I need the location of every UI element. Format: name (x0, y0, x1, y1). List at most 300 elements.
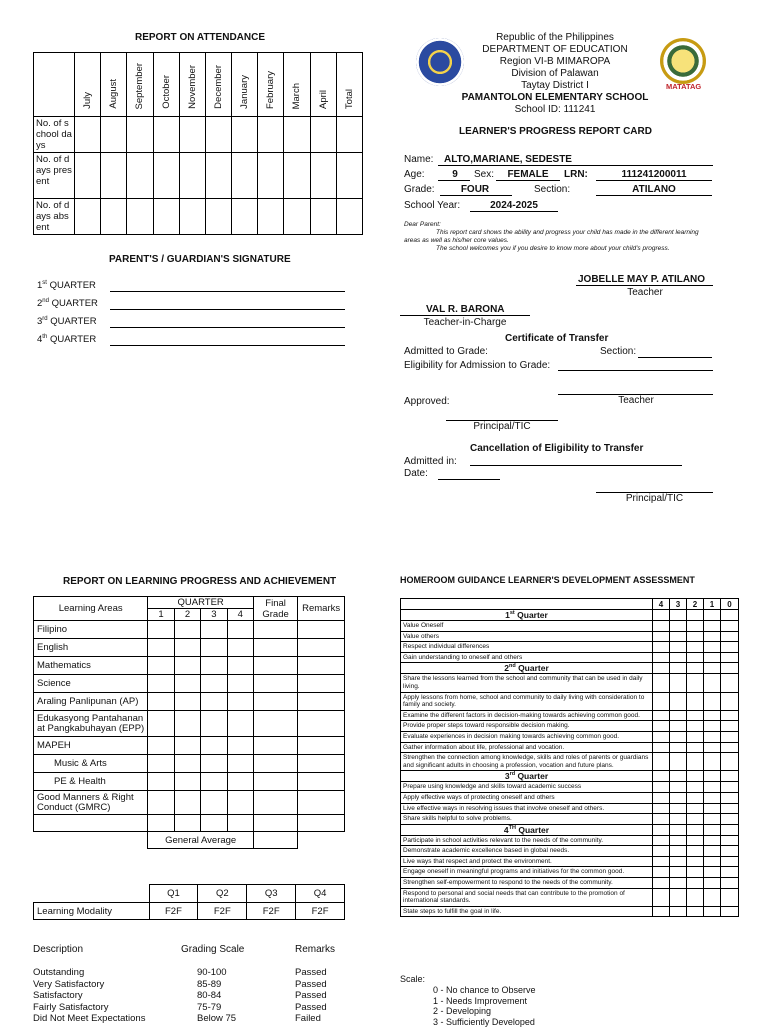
rating-cell[interactable] (704, 835, 721, 846)
grade-cell[interactable] (174, 773, 200, 791)
rating-cell[interactable] (687, 906, 704, 917)
rating-cell[interactable] (687, 721, 704, 732)
rating-cell[interactable] (704, 674, 721, 692)
rating-cell[interactable] (687, 867, 704, 878)
competency-row (401, 792, 739, 803)
subject-row (34, 711, 345, 737)
attendance-cell[interactable] (258, 199, 284, 235)
attendance-cell[interactable] (101, 199, 127, 235)
grading-description: Outstanding (33, 967, 85, 978)
rating-cell[interactable] (687, 674, 704, 692)
rating-cell[interactable] (670, 835, 687, 846)
rating-cell[interactable] (704, 906, 721, 917)
subject-row (34, 657, 345, 675)
scale-cell (670, 663, 687, 674)
rating-cell[interactable] (721, 621, 739, 632)
tic-name: VAL R. BARONA (426, 304, 505, 315)
rating-cell[interactable] (670, 888, 687, 906)
rating-cell[interactable] (670, 782, 687, 793)
month-label: September (134, 62, 146, 109)
rating-cell[interactable] (721, 692, 739, 710)
rating-cell[interactable] (670, 621, 687, 632)
rating-cell[interactable] (670, 721, 687, 732)
grade-cell[interactable] (253, 657, 297, 675)
quarter-num-head: 3 (201, 609, 227, 621)
grade-cell[interactable] (174, 711, 200, 737)
transfer-teacher-label: Teacher (618, 395, 654, 406)
rating-cell[interactable] (687, 642, 704, 653)
rating-cell[interactable] (687, 835, 704, 846)
grade-cell[interactable] (148, 639, 174, 657)
grade-cell[interactable] (298, 755, 345, 773)
grade-cell[interactable] (201, 693, 227, 711)
rating-cell[interactable] (721, 856, 739, 867)
competency-row (401, 692, 739, 710)
grade-cell[interactable] (227, 737, 253, 755)
attendance-cell[interactable] (232, 199, 258, 235)
rating-cell[interactable] (670, 692, 687, 710)
scale-cell (704, 824, 721, 835)
homeroom-table (400, 598, 739, 917)
modality-quarter-head: Q2 (198, 885, 247, 903)
rating-cell[interactable] (687, 692, 704, 710)
rating-cell[interactable] (704, 803, 721, 814)
progress-header-row (34, 597, 345, 609)
grade-cell[interactable] (298, 711, 345, 737)
grade-cell[interactable] (253, 737, 297, 755)
attendance-cell[interactable] (153, 199, 179, 235)
competency-row (401, 856, 739, 867)
header-line2: DEPARTMENT OF EDUCATION (482, 44, 628, 55)
scale-head: 2 (687, 599, 704, 610)
rating-cell[interactable] (687, 753, 704, 771)
subject-name: PE & Health (34, 773, 148, 791)
grade-cell[interactable] (253, 755, 297, 773)
competency-text: Examine the different factors in decision-making towards achieving common good. (401, 710, 653, 721)
rating-cell[interactable] (704, 878, 721, 889)
rating-cell[interactable] (687, 621, 704, 632)
attendance-month-head (258, 53, 284, 117)
homeroom-header-row (401, 599, 739, 610)
attendance-cell[interactable] (336, 199, 362, 235)
rating-cell[interactable] (653, 792, 670, 803)
competency-text: Evaluate experiences in decision making towards achieving common good. (401, 731, 653, 742)
school-year: 2024-2025 (490, 200, 538, 211)
attendance-cell[interactable] (232, 117, 258, 153)
rating-cell[interactable] (687, 731, 704, 742)
progress-title: REPORT ON LEARNING PROGRESS AND ACHIEVEMENT (63, 576, 337, 587)
subject-row (34, 737, 345, 755)
rating-cell[interactable] (687, 631, 704, 642)
scale-head: 4 (653, 599, 670, 610)
grade-cell[interactable] (201, 773, 227, 791)
rating-cell[interactable] (653, 631, 670, 642)
scale-head: 3 (670, 599, 687, 610)
scale-cell (704, 610, 721, 621)
rating-cell[interactable] (653, 753, 670, 771)
attendance-cell[interactable] (75, 117, 101, 153)
grading-range: 80-84 (197, 990, 222, 1001)
grade-cell[interactable] (174, 639, 200, 657)
rating-cell[interactable] (687, 846, 704, 857)
grade-cell[interactable] (201, 815, 227, 832)
month-label: April (317, 89, 329, 109)
rating-cell[interactable] (704, 846, 721, 857)
grade-cell[interactable] (174, 815, 200, 832)
grade-cell[interactable] (148, 711, 174, 737)
grading-range: 85-89 (197, 978, 222, 990)
letter-p1: This report card shows the ability and progress your child has made in the different learning areas as well as his/her core values. (404, 229, 699, 244)
subject-row (34, 675, 345, 693)
signature-line[interactable] (110, 345, 345, 346)
rating-cell[interactable] (653, 835, 670, 846)
rating-cell[interactable] (653, 731, 670, 742)
rating-cell[interactable] (704, 753, 721, 771)
attendance-cell[interactable] (179, 117, 205, 153)
sex-label: Sex: (474, 169, 495, 180)
grade-cell[interactable] (148, 693, 174, 711)
rating-cell[interactable] (704, 631, 721, 642)
rating-cell[interactable] (670, 803, 687, 814)
competency-text: Gain understanding to oneself and others (401, 652, 653, 663)
attendance-cell[interactable] (101, 153, 127, 199)
rating-cell[interactable] (653, 846, 670, 857)
subject-name: MAPEH (34, 737, 148, 755)
grade-cell[interactable] (298, 639, 345, 657)
grade-cell[interactable] (298, 773, 345, 791)
rating-cell[interactable] (687, 652, 704, 663)
grade-cell[interactable] (298, 737, 345, 755)
grade-cell[interactable] (227, 693, 253, 711)
competency-text: Participate in school activities relevant to the needs of the community. (401, 835, 653, 846)
month-label: July (82, 92, 94, 109)
attendance-cell[interactable] (284, 199, 310, 235)
rating-cell[interactable] (721, 753, 739, 771)
rating-cell[interactable] (687, 814, 704, 825)
signature-quarter (37, 334, 96, 345)
attendance-cell[interactable] (232, 153, 258, 199)
rating-cell[interactable] (653, 782, 670, 793)
grade-cell[interactable] (298, 621, 345, 639)
rating-cell[interactable] (721, 792, 739, 803)
grade-cell[interactable] (253, 675, 297, 693)
rating-cell[interactable] (670, 652, 687, 663)
rating-cell[interactable] (704, 792, 721, 803)
rating-cell[interactable] (704, 731, 721, 742)
rating-cell[interactable] (670, 742, 687, 753)
grading-remark: Passed (295, 967, 327, 978)
scale-cell (687, 771, 704, 782)
learner-sex: FEMALE (507, 169, 549, 180)
rating-cell[interactable] (653, 856, 670, 867)
quarter-num: 1 (37, 280, 43, 292)
competency-row (401, 906, 739, 917)
attendance-cell[interactable] (101, 117, 127, 153)
grade-cell[interactable] (148, 737, 174, 755)
quarter-sup: st (42, 280, 47, 286)
rating-cell[interactable] (670, 906, 687, 917)
grade-cell[interactable] (148, 815, 174, 832)
attendance-cell[interactable] (258, 117, 284, 153)
grade-cell[interactable] (227, 773, 253, 791)
attendance-cell[interactable] (258, 153, 284, 199)
rating-cell[interactable] (653, 906, 670, 917)
grade-cell[interactable] (148, 755, 174, 773)
learner-name: ALTO,MARIANE, SEDESTE (444, 154, 572, 165)
grade-cell[interactable] (201, 675, 227, 693)
rating-cell[interactable] (653, 621, 670, 632)
rating-cell[interactable] (721, 888, 739, 906)
attendance-cell[interactable] (284, 117, 310, 153)
competency-row (401, 753, 739, 771)
subject-name (34, 815, 148, 832)
rating-cell[interactable] (653, 867, 670, 878)
attendance-cell[interactable] (205, 153, 231, 199)
grade-cell[interactable] (227, 755, 253, 773)
rating-cell[interactable] (687, 878, 704, 889)
attendance-cell[interactable] (153, 153, 179, 199)
rating-cell[interactable] (704, 621, 721, 632)
rating-cell[interactable] (704, 814, 721, 825)
grade-cell[interactable] (227, 657, 253, 675)
modality-quarter-head: Q3 (247, 885, 296, 903)
grading-description: Fairly Satisfactory (33, 1001, 109, 1013)
grade-cell[interactable] (253, 693, 297, 711)
grade-cell[interactable] (148, 675, 174, 693)
grade-cell[interactable] (201, 639, 227, 657)
rating-cell[interactable] (687, 856, 704, 867)
rating-cell[interactable] (670, 792, 687, 803)
rating-cell[interactable] (653, 710, 670, 721)
scale-item: 0 - No chance to Observe (433, 985, 536, 995)
attendance-row (34, 153, 363, 199)
grade-cell[interactable] (253, 621, 297, 639)
rating-cell[interactable] (721, 814, 739, 825)
grade-cell[interactable] (174, 675, 200, 693)
attendance-cell[interactable] (179, 153, 205, 199)
grade-cell[interactable] (174, 791, 200, 815)
month-label: Total (343, 88, 355, 109)
signature-line[interactable] (110, 309, 345, 310)
competency-text: Apply effective ways of protecting oneself and others (401, 792, 653, 803)
section-transfer-label: Section: (600, 346, 637, 357)
attendance-cell[interactable] (75, 199, 101, 235)
attendance-cell[interactable] (205, 117, 231, 153)
rating-cell[interactable] (704, 782, 721, 793)
rating-cell[interactable] (721, 835, 739, 846)
rating-cell[interactable] (653, 642, 670, 653)
grade-cell[interactable] (148, 657, 174, 675)
rating-cell[interactable] (653, 878, 670, 889)
rating-cell[interactable] (670, 731, 687, 742)
sy-label: School Year: (404, 200, 461, 211)
rating-cell[interactable] (653, 803, 670, 814)
rating-cell[interactable] (721, 721, 739, 732)
rating-cell[interactable] (653, 692, 670, 710)
attendance-cell[interactable] (336, 117, 362, 153)
competency-text: Share skills helpful to solve problems. (401, 814, 653, 825)
grade-cell[interactable] (298, 675, 345, 693)
grade-cell[interactable] (253, 773, 297, 791)
grade-cell[interactable] (227, 639, 253, 657)
competency-text: Share the lessons learned from the school and community that can be used in daily living. (401, 674, 653, 692)
grade-cell[interactable] (253, 639, 297, 657)
quarter-label: QUARTER (49, 280, 96, 292)
attendance-cell[interactable] (284, 153, 310, 199)
rating-cell[interactable] (687, 792, 704, 803)
rating-cell[interactable] (704, 721, 721, 732)
approved-label: Approved: (404, 396, 450, 407)
grade-cell[interactable] (201, 657, 227, 675)
attendance-month-head (75, 53, 101, 117)
attendance-row (34, 117, 363, 153)
competency-text: Demonstrate academic excellence based in global needs. (401, 846, 653, 857)
rating-cell[interactable] (653, 742, 670, 753)
rating-cell[interactable] (670, 814, 687, 825)
rating-cell[interactable] (704, 692, 721, 710)
rating-cell[interactable] (721, 742, 739, 753)
grade-cell[interactable] (298, 693, 345, 711)
grading-desc-head: Description (33, 944, 84, 955)
rating-cell[interactable] (721, 878, 739, 889)
rating-cell[interactable] (687, 803, 704, 814)
competency-row (401, 878, 739, 889)
modality-value: F2F (149, 903, 198, 920)
competency-text: Provide proper steps toward responsible decision making. (401, 721, 653, 732)
modality-quarter-head: Q4 (296, 885, 345, 903)
learner-section: ATILANO (632, 184, 676, 195)
attendance-cell[interactable] (205, 199, 231, 235)
grade-cell[interactable] (174, 657, 200, 675)
rating-cell[interactable] (687, 742, 704, 753)
rating-cell[interactable] (653, 674, 670, 692)
rating-cell[interactable] (704, 742, 721, 753)
grade-cell[interactable] (253, 791, 297, 815)
rating-cell[interactable] (721, 642, 739, 653)
grade-cell[interactable] (174, 693, 200, 711)
competency-row (401, 621, 739, 632)
competency-text: Engage oneself in meaningful programs and initiatives for the common good. (401, 867, 653, 878)
signature-quarter (37, 316, 97, 327)
quarter-label: QUARTER (49, 334, 97, 346)
grade-cell[interactable] (148, 773, 174, 791)
modality-value: F2F (247, 903, 296, 920)
grade-cell[interactable] (201, 791, 227, 815)
attendance-cell[interactable] (75, 153, 101, 199)
rating-cell[interactable] (670, 710, 687, 721)
rating-cell[interactable] (670, 846, 687, 857)
grade-cell[interactable] (298, 657, 345, 675)
matatag-logo: MATATAG (666, 82, 702, 91)
blank-cell (298, 832, 345, 849)
rating-cell[interactable] (721, 731, 739, 742)
rating-cell[interactable] (704, 888, 721, 906)
rating-cell[interactable] (721, 906, 739, 917)
grade-cell[interactable] (227, 621, 253, 639)
rating-cell[interactable] (721, 867, 739, 878)
attendance-cell[interactable] (179, 199, 205, 235)
rating-cell[interactable] (670, 878, 687, 889)
rating-cell[interactable] (670, 856, 687, 867)
subject-name: Science (34, 675, 148, 693)
letter-salutation: Dear Parent: (404, 221, 441, 228)
rating-cell[interactable] (687, 782, 704, 793)
section-num: 3 (504, 771, 510, 782)
rating-cell[interactable] (670, 753, 687, 771)
rating-cell[interactable] (721, 652, 739, 663)
rating-cell[interactable] (721, 631, 739, 642)
attendance-cell[interactable] (336, 153, 362, 199)
rating-cell[interactable] (670, 674, 687, 692)
rating-cell[interactable] (721, 674, 739, 692)
rating-cell[interactable] (704, 652, 721, 663)
rating-cell[interactable] (670, 642, 687, 653)
rating-cell[interactable] (653, 721, 670, 732)
grading-remark: Passed (295, 978, 327, 990)
grade-cell[interactable] (201, 711, 227, 737)
grade-cell[interactable] (227, 711, 253, 737)
rating-cell[interactable] (721, 710, 739, 721)
rating-cell[interactable] (670, 867, 687, 878)
grade-cell[interactable] (201, 621, 227, 639)
attendance-cell[interactable] (310, 153, 336, 199)
rating-cell[interactable] (704, 856, 721, 867)
grade-cell[interactable] (227, 675, 253, 693)
rating-cell[interactable] (653, 814, 670, 825)
final-grade-head: Final Grade (253, 597, 297, 621)
general-average-cell[interactable] (253, 832, 297, 849)
grade-cell[interactable] (227, 791, 253, 815)
rating-cell[interactable] (721, 782, 739, 793)
grade-cell[interactable] (298, 815, 345, 832)
rating-cell[interactable] (721, 803, 739, 814)
rating-cell[interactable] (653, 652, 670, 663)
grade-cell[interactable] (298, 791, 345, 815)
rating-cell[interactable] (704, 642, 721, 653)
learner-age: 9 (452, 169, 458, 180)
grade-cell[interactable] (174, 737, 200, 755)
signature-line[interactable] (110, 327, 345, 328)
grade-cell[interactable] (253, 711, 297, 737)
grade-cell[interactable] (201, 737, 227, 755)
grade-cell[interactable] (174, 621, 200, 639)
grade-cell[interactable] (148, 621, 174, 639)
attendance-cell[interactable] (127, 199, 153, 235)
signature-line[interactable] (110, 291, 345, 292)
rating-cell[interactable] (704, 710, 721, 721)
subject-name: Filipino (34, 621, 148, 639)
rating-cell[interactable] (721, 846, 739, 857)
lrn-label: LRN: (564, 169, 588, 180)
attendance-cell[interactable] (153, 117, 179, 153)
grade-cell[interactable] (227, 815, 253, 832)
competency-row (401, 642, 739, 653)
grade-cell[interactable] (253, 815, 297, 832)
rating-cell[interactable] (687, 710, 704, 721)
grade-cell[interactable] (148, 791, 174, 815)
grade-cell[interactable] (174, 755, 200, 773)
attendance-cell[interactable] (127, 153, 153, 199)
rating-cell[interactable] (653, 888, 670, 906)
rating-cell[interactable] (687, 888, 704, 906)
grade-cell[interactable] (201, 755, 227, 773)
attendance-cell[interactable] (310, 117, 336, 153)
attendance-cell[interactable] (127, 117, 153, 153)
rating-cell[interactable] (670, 631, 687, 642)
subject-name: Good Manners & Right Conduct (GMRC) (34, 791, 148, 815)
attendance-cell[interactable] (310, 199, 336, 235)
rating-cell[interactable] (704, 867, 721, 878)
